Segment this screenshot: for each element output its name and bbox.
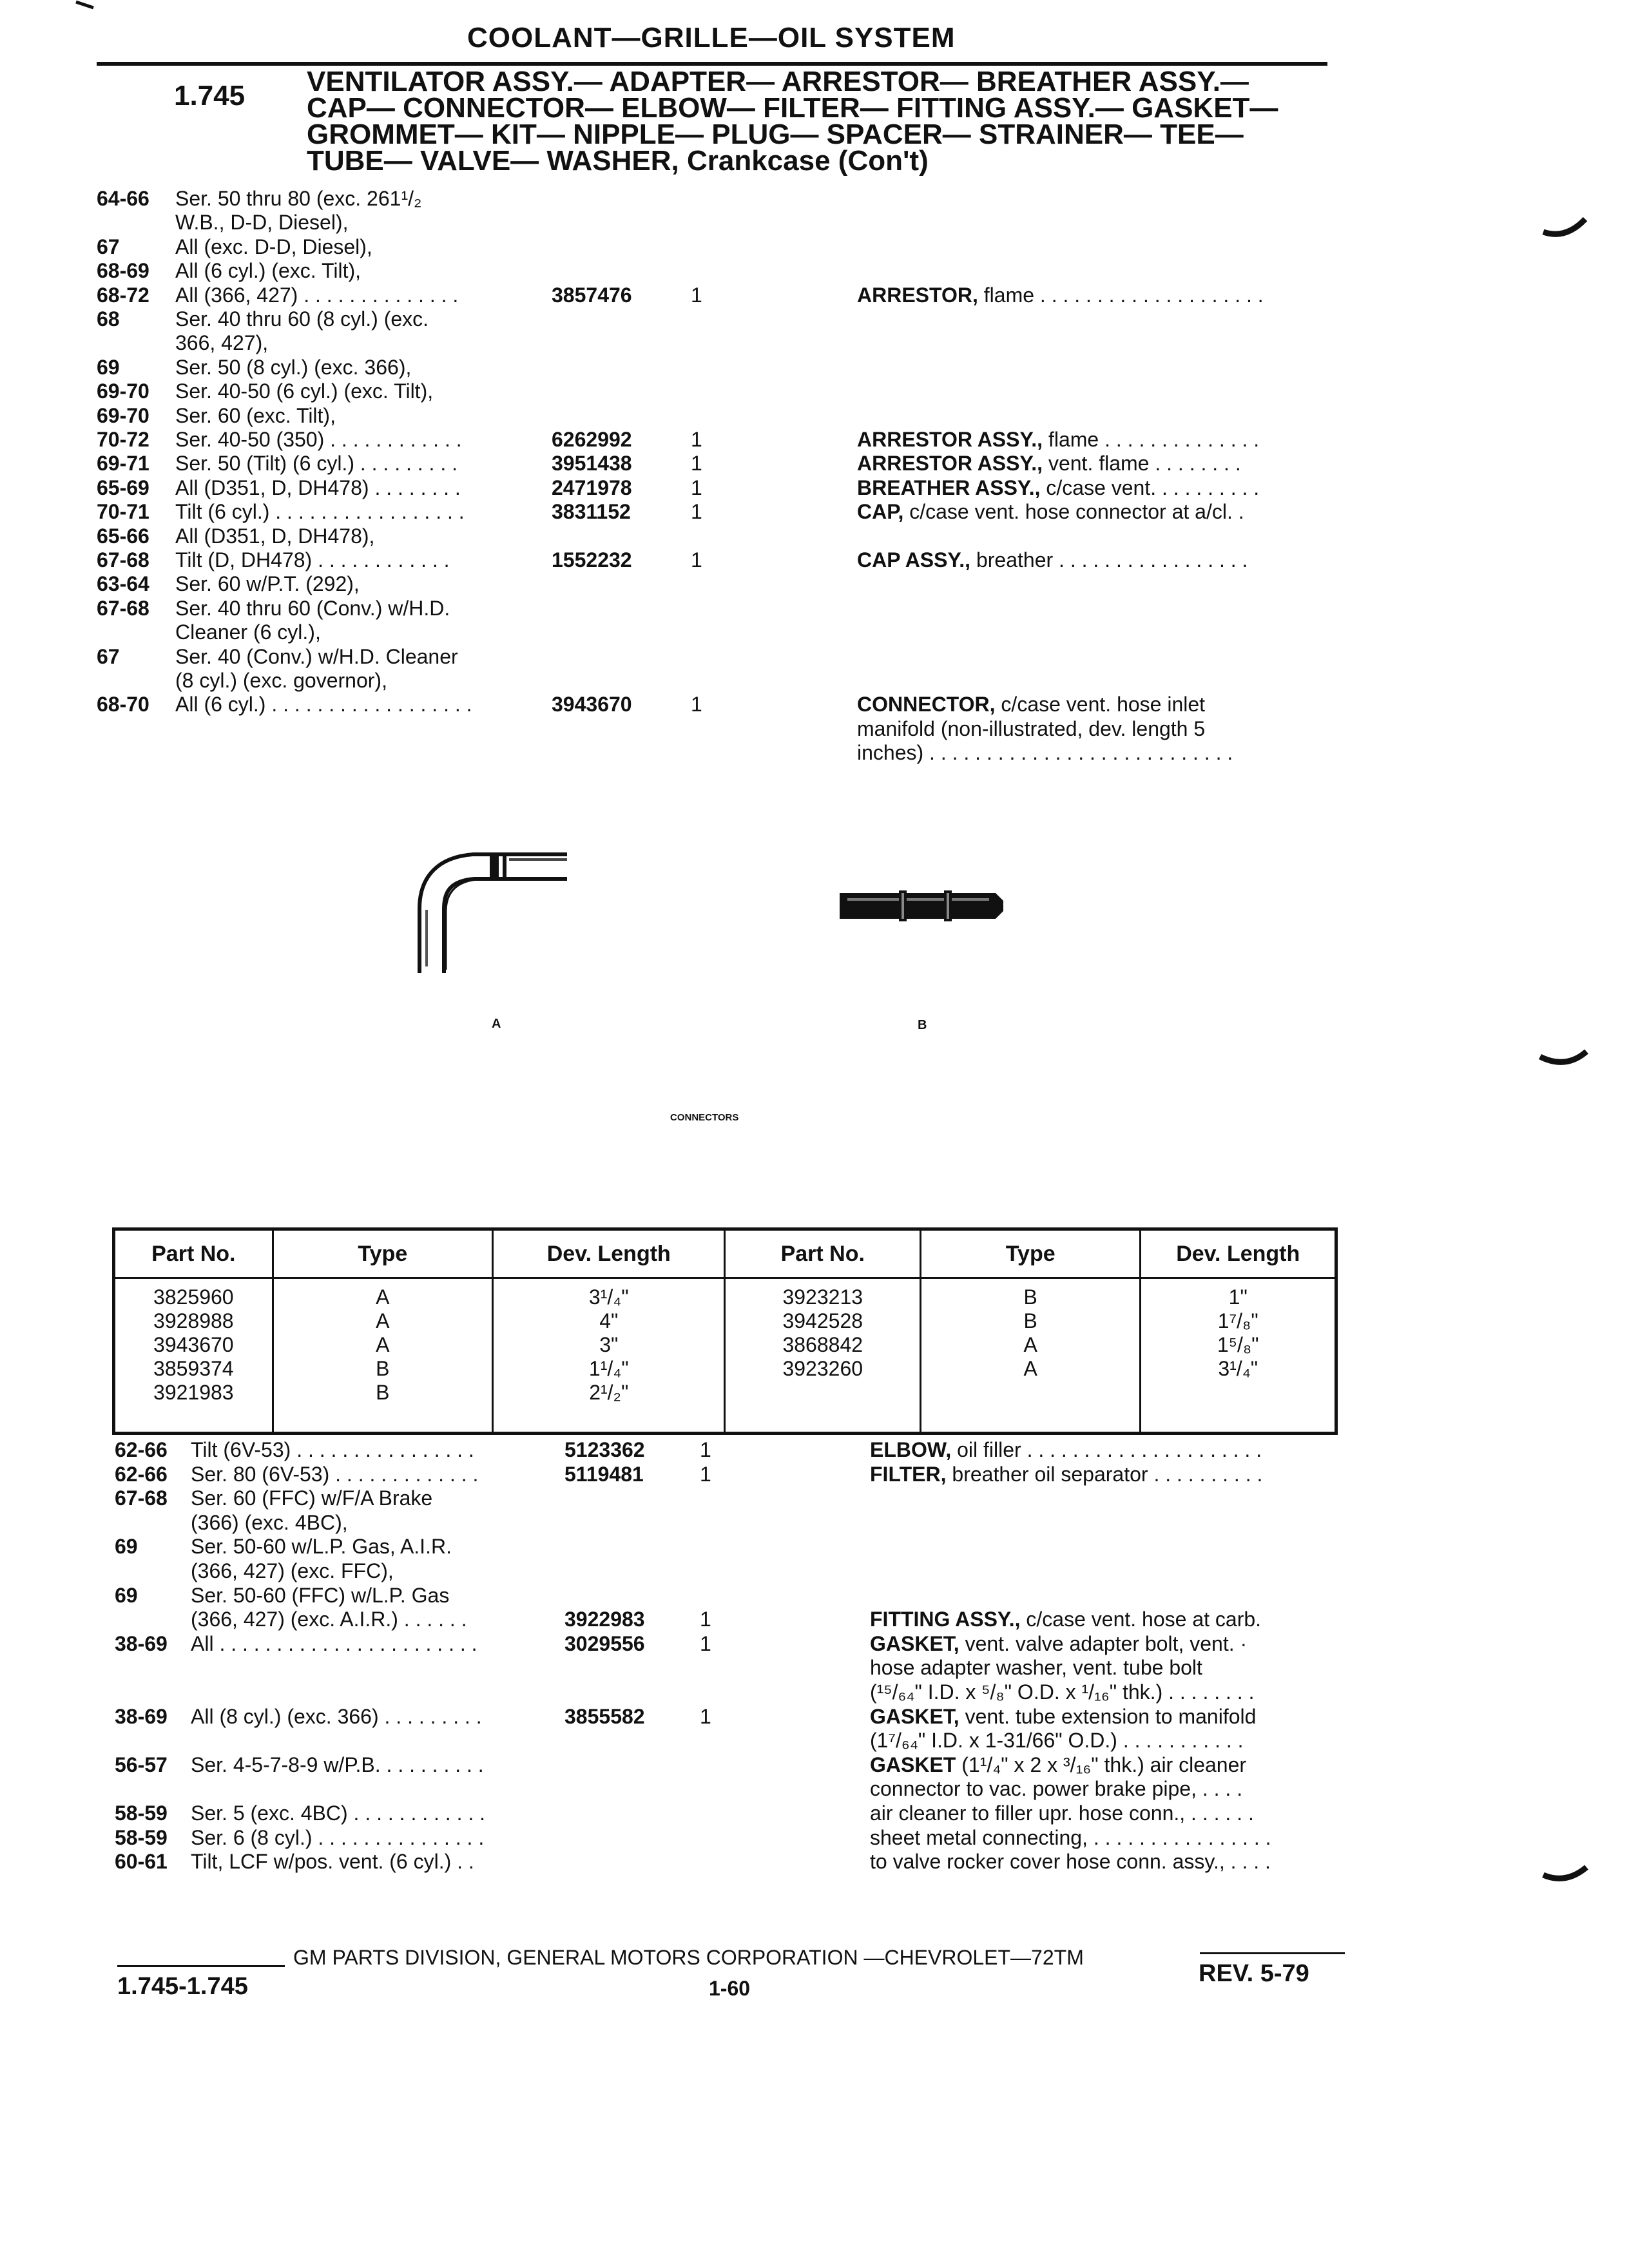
quantity: 1	[700, 1631, 711, 1655]
table-cell: 3923213	[782, 1285, 863, 1309]
table-cell: A	[1023, 1357, 1037, 1380]
table-cell: 3923260	[782, 1357, 863, 1380]
table-cell: 3942528	[782, 1309, 863, 1332]
table-cell: 1"	[1228, 1285, 1248, 1309]
footer-revision: REV. 5-79	[1199, 1960, 1309, 1987]
part-description	[870, 1463, 1262, 1486]
application: All (D351, D, DH478),	[175, 524, 375, 548]
quantity: 1	[700, 1608, 711, 1631]
application: All (366, 427) . . . . . . . . . . . . . .	[175, 283, 459, 307]
application: (8 cyl.) (exc. governor),	[175, 669, 387, 692]
part-number: 3029556	[564, 1631, 645, 1655]
col-right-dev-length	[1141, 1278, 1336, 1434]
parts-row	[0, 1438, 1629, 1463]
model-year: 67	[97, 235, 120, 258]
model-year: 65-66	[97, 524, 149, 548]
part-number: 1552232	[552, 548, 632, 572]
col-left-type	[273, 1278, 492, 1434]
parts-row	[0, 1729, 1629, 1753]
figure-caption: CONNECTORS	[670, 1112, 739, 1123]
application: Ser. 60 (exc. Tilt),	[175, 403, 336, 427]
part-name: CAP,	[857, 500, 904, 524]
part-name: GASKET,	[870, 1704, 959, 1728]
application: Ser. 60 (FFC) w/F/A Brake	[191, 1486, 433, 1510]
col-header-dev-length: Dev. Length	[493, 1229, 725, 1278]
model-year: 68	[97, 307, 120, 331]
part-number: 2471978	[552, 476, 632, 499]
table-cell: 1⁵/₈"	[1217, 1333, 1259, 1356]
model-year: 63-64	[97, 572, 149, 596]
part-number: 5119481	[564, 1462, 644, 1486]
quantity: 1	[700, 1438, 711, 1461]
part-number: 3831152	[552, 500, 631, 524]
section-title-line: CAP— CONNECTOR— ELBOW— FILTER— FITTING ASSY.— GASKET—	[307, 92, 1278, 124]
parts-row	[0, 1705, 1629, 1729]
model-year: 67-68	[97, 548, 149, 572]
table-cell: A	[376, 1285, 390, 1309]
section-title-line: TUBE— VALVE— WASHER, Crankcase (Con't)	[307, 145, 929, 177]
application: (366) (exc. 4BC),	[191, 1510, 348, 1534]
application: Ser. 40-50 (6 cyl.) (exc. Tilt),	[175, 380, 434, 403]
parts-row	[0, 1753, 1629, 1778]
part-name: CAP ASSY.,	[857, 548, 971, 572]
connector-b-illustration	[834, 887, 1008, 925]
part-description-text: inches) . . . . . . . . . . . . . . . . . . . . . . . . . . .	[857, 741, 1233, 765]
parts-row	[0, 1486, 1629, 1511]
table-cell: 3868842	[782, 1333, 863, 1356]
parts-row	[0, 1535, 1629, 1559]
table-cell: A	[376, 1333, 390, 1356]
quantity: 1	[691, 500, 702, 524]
model-year: 67	[97, 644, 120, 668]
part-description-text: connector to vac. power brake pipe, . . . .	[870, 1777, 1243, 1801]
parts-row	[0, 1584, 1629, 1608]
parts-row	[0, 1777, 1629, 1802]
part-name: CONNECTOR,	[857, 693, 996, 716]
part-number: 3922983	[564, 1608, 645, 1631]
part-description-text: sheet metal connecting, . . . . . . . . . . . . . . . .	[870, 1825, 1271, 1849]
part-name: GASKET,	[870, 1631, 959, 1655]
application: Tilt (D, DH478) . . . . . . . . . . . .	[175, 548, 450, 572]
parts-row	[0, 1826, 1629, 1850]
part-description-text: c/case vent. hose inlet	[995, 693, 1206, 716]
quantity: 1	[691, 693, 702, 716]
part-name: BREATHER ASSY.,	[857, 476, 1041, 499]
parts-row	[0, 1608, 1629, 1632]
application: Ser. 5 (exc. 4BC) . . . . . . . . . . . .	[191, 1802, 486, 1825]
part-description-text: vent. tube extension to manifold	[959, 1704, 1257, 1728]
model-year: 58-59	[115, 1802, 168, 1825]
connector-b-label: B	[918, 1018, 927, 1032]
part-description	[870, 1753, 1246, 1777]
part-description	[870, 1632, 1247, 1656]
part-name: ARRESTOR ASSY.,	[857, 452, 1043, 476]
col-left-dev-length	[493, 1278, 725, 1434]
table-cell: 3928988	[153, 1309, 234, 1332]
part-description-text: breather . . . . . . . . . . . . . . . . .	[970, 548, 1248, 572]
model-year: 67-68	[115, 1486, 168, 1510]
table-cell: 3¹/₄"	[588, 1285, 629, 1309]
part-description-text: to valve rocker cover hose conn. assy., . . . .	[870, 1850, 1271, 1874]
binder-hole-mark	[1540, 1052, 1586, 1062]
footer-publisher: GM PARTS DIVISION, GENERAL MOTORS CORPORATION —CHEVROLET—72TM	[293, 1946, 1084, 1969]
part-name: ARRESTOR ASSY.,	[857, 428, 1043, 451]
connector-table-body-row	[114, 1278, 1336, 1434]
model-year: 38-69	[115, 1631, 168, 1655]
part-description-text: oil filler . . . . . . . . . . . . . . . . . . . . .	[951, 1438, 1262, 1461]
model-year: 68-72	[97, 283, 149, 307]
table-cell: 3859374	[153, 1357, 234, 1380]
application: Tilt (6 cyl.) . . . . . . . . . . . . . . . . .	[175, 500, 465, 524]
col-right-part-no	[725, 1278, 921, 1434]
model-year: 58-59	[115, 1825, 168, 1849]
part-description-text: vent. valve adapter bolt, vent. ·	[959, 1631, 1248, 1655]
application: Ser. 40 thru 60 (8 cyl.) (exc.	[175, 307, 429, 331]
connector-a-label: A	[492, 1017, 501, 1031]
part-description-text: vent. flame . . . . . . . .	[1043, 452, 1241, 476]
parts-row	[0, 1511, 1629, 1535]
part-description-text: c/case vent. . . . . . . . . .	[1040, 476, 1260, 499]
model-year: 69-70	[97, 380, 149, 403]
quantity: 1	[691, 476, 702, 499]
application: Ser. 50 (Tilt) (6 cyl.) . . . . . . . . .	[175, 452, 458, 476]
model-year: 69	[115, 1535, 138, 1559]
application: 366, 427),	[175, 331, 269, 355]
col-right-type	[921, 1278, 1141, 1434]
part-name: GASKET	[870, 1753, 956, 1776]
parts-row	[0, 1559, 1629, 1584]
col-header-dev-length: Dev. Length	[1141, 1229, 1336, 1278]
part-name: FITTING ASSY.,	[870, 1608, 1021, 1631]
col-left-part-no	[114, 1278, 273, 1434]
quantity: 1	[691, 283, 702, 307]
connector-table	[112, 1227, 1338, 1435]
quantity: 1	[691, 548, 702, 572]
connector-a-illustration	[412, 850, 593, 979]
model-year: 62-66	[115, 1438, 168, 1461]
model-year: 69-70	[97, 403, 149, 427]
application: Ser. 40-50 (350) . . . . . . . . . . . .	[175, 428, 462, 451]
part-number: 3857476	[552, 283, 632, 307]
application: All . . . . . . . . . . . . . . . . . . . . . . .	[191, 1631, 477, 1655]
application: W.B., D-D, Diesel),	[175, 211, 349, 235]
connector-table-header-row	[114, 1229, 1336, 1278]
application: All (exc. D-D, Diesel),	[175, 235, 372, 258]
part-description-text: manifold (non-illustrated, dev. length 5	[857, 716, 1206, 740]
table-cell: 3921983	[153, 1381, 234, 1404]
application: Ser. 50-60 (FFC) w/L.P. Gas	[191, 1583, 450, 1607]
application: (366, 427) (exc. A.I.R.) . . . . . .	[191, 1608, 467, 1631]
model-year: 65-69	[97, 476, 149, 499]
application: All (8 cyl.) (exc. 366) . . . . . . . . .	[191, 1704, 482, 1728]
section-title-line: GROMMET— KIT— NIPPLE— PLUG— SPACER— STRAINER— TEE—	[307, 119, 1244, 150]
model-year: 38-69	[115, 1704, 168, 1728]
col-header-part-no: Part No.	[114, 1229, 273, 1278]
application: Ser. 40 thru 60 (Conv.) w/H.D.	[175, 596, 450, 620]
table-cell: B	[376, 1357, 390, 1380]
model-year: 60-61	[115, 1850, 168, 1874]
table-cell: B	[1023, 1309, 1037, 1332]
table-cell: 4"	[599, 1309, 619, 1332]
part-description	[870, 1777, 1242, 1801]
model-year: 67-68	[97, 596, 149, 620]
part-description	[870, 1802, 1254, 1825]
part-description	[870, 1608, 1261, 1631]
footer-page-number: 1-60	[709, 1977, 751, 2000]
parts-row	[0, 1463, 1629, 1487]
application: Ser. 50 (8 cyl.) (exc. 366),	[175, 355, 412, 379]
part-description	[870, 1850, 1271, 1874]
parts-row	[0, 1632, 1629, 1657]
parts-row	[0, 1802, 1629, 1826]
part-number: 3951438	[552, 452, 632, 476]
model-year: 64-66	[97, 187, 149, 210]
part-number: 3855582	[564, 1704, 645, 1728]
section-number: 1.745	[174, 80, 246, 111]
part-description-text: air cleaner to filler upr. hose conn., . . . . . .	[870, 1802, 1254, 1825]
model-year: 69	[97, 355, 120, 379]
part-description	[870, 1656, 1202, 1680]
quantity: 1	[691, 452, 702, 476]
application: Ser. 60 w/P.T. (292),	[175, 572, 360, 596]
part-description-text: (1¹/₄" x 2 x ³/₁₆" thk.) air cleaner	[956, 1753, 1247, 1776]
model-year: 70-71	[97, 500, 149, 524]
table-cell: B	[1023, 1285, 1037, 1309]
col-header-type: Type	[921, 1229, 1141, 1278]
part-number: 5123362	[564, 1438, 645, 1461]
part-description-text: hose adapter washer, vent. tube bolt	[870, 1656, 1202, 1680]
part-description-text: flame . . . . . . . . . . . . . . . . . . . .	[978, 283, 1264, 307]
part-description-text: c/case vent. hose at carb.	[1020, 1608, 1262, 1631]
application: Ser. 50-60 w/L.P. Gas, A.I.R.	[191, 1535, 452, 1559]
quantity: 1	[700, 1462, 711, 1486]
table-cell: 1¹/₄"	[588, 1357, 629, 1380]
application: Tilt, LCF w/pos. vent. (6 cyl.) . .	[191, 1850, 474, 1874]
table-cell: B	[376, 1381, 390, 1404]
application: Ser. 40 (Conv.) w/H.D. Cleaner	[175, 644, 458, 668]
application: Ser. 6 (8 cyl.) . . . . . . . . . . . . . . .	[191, 1825, 485, 1849]
table-cell: 2¹/₂"	[589, 1381, 629, 1404]
application: All (6 cyl.) (exc. Tilt),	[175, 259, 361, 283]
parts-row	[0, 1680, 1629, 1705]
application: (366, 427) (exc. FFC),	[191, 1559, 394, 1582]
model-year: 69	[115, 1583, 138, 1607]
section-title-line: VENTILATOR ASSY.— ADAPTER— ARRESTOR— BREATHER ASSY.—	[307, 66, 1249, 97]
application: Tilt (6V-53) . . . . . . . . . . . . . . . .	[191, 1438, 474, 1461]
table-cell: 3943670	[153, 1333, 234, 1356]
part-description	[870, 1680, 1254, 1704]
part-description	[870, 1729, 1244, 1753]
application: All (D351, D, DH478) . . . . . . . .	[175, 476, 461, 499]
table-cell: 3825960	[153, 1285, 234, 1309]
application: Ser. 4-5-7-8-9 w/P.B. . . . . . . . . .	[191, 1753, 484, 1776]
col-header-type: Type	[273, 1229, 492, 1278]
part-description-text: c/case vent. hose connector at a/cl. .	[903, 500, 1244, 524]
parts-row	[0, 1656, 1629, 1680]
scan-mark	[76, 2, 93, 8]
footer-section-range: 1.745-1.745	[117, 1973, 248, 2000]
part-number: 6262992	[552, 428, 632, 451]
application: Ser. 50 thru 80 (exc. 261¹/₂	[175, 187, 422, 210]
page-header-title: COOLANT—GRILLE—OIL SYSTEM	[467, 22, 956, 53]
part-description	[870, 1705, 1256, 1729]
model-year: 56-57	[115, 1753, 168, 1776]
footer-rule-left	[117, 1965, 285, 1967]
part-description	[870, 1826, 1271, 1850]
part-description-text: flame . . . . . . . . . . . . . .	[1043, 428, 1260, 451]
part-description-text: breather oil separator . . . . . . . . . .	[946, 1462, 1263, 1486]
part-name: ELBOW,	[870, 1438, 952, 1461]
model-year: 62-66	[115, 1462, 168, 1486]
application: Cleaner (6 cyl.),	[175, 620, 321, 644]
model-year: 69-71	[97, 452, 149, 476]
part-description-text: (1⁷/₆₄" I.D. x 1-31/66" O.D.) . . . . . . . . . . .	[870, 1729, 1244, 1753]
table-cell: 3"	[599, 1333, 619, 1356]
model-year: 68-70	[97, 693, 149, 716]
part-name: ARRESTOR,	[857, 283, 978, 307]
binder-hole-mark	[1543, 219, 1585, 234]
table-cell: 3¹/₄"	[1218, 1357, 1258, 1380]
model-year: 70-72	[97, 428, 149, 451]
table-cell: 1⁷/₈"	[1217, 1309, 1258, 1332]
parts-row	[0, 1850, 1629, 1874]
model-year: 68-69	[97, 259, 149, 283]
application: Ser. 80 (6V-53) . . . . . . . . . . . . .	[191, 1462, 479, 1486]
col-header-part-no: Part No.	[725, 1229, 921, 1278]
table-cell: A	[376, 1309, 390, 1332]
application: All (6 cyl.) . . . . . . . . . . . . . . . . . .	[175, 693, 472, 716]
footer-rule-right	[1200, 1952, 1345, 1954]
part-description-text: (¹⁵/₆₄" I.D. x ⁵/₈" O.D. x ¹/₁₆" thk.) . . . . . . . .	[870, 1680, 1255, 1704]
quantity: 1	[700, 1704, 711, 1728]
part-name: FILTER,	[870, 1462, 947, 1486]
part-description	[870, 1438, 1262, 1462]
part-number: 3943670	[552, 693, 632, 716]
table-cell: A	[1023, 1333, 1037, 1356]
quantity: 1	[691, 428, 702, 451]
